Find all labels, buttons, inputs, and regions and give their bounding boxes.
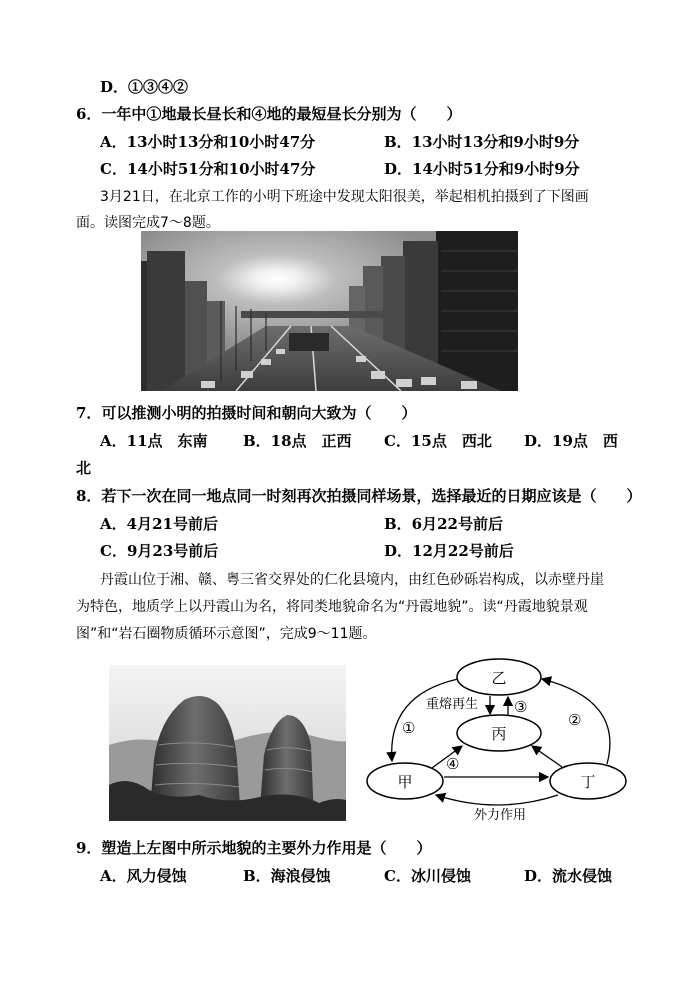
- label-n3: ③: [514, 698, 528, 716]
- q9-option-b: B．海浪侵蚀: [243, 867, 331, 885]
- q7-option-c: C．15点 西北: [384, 432, 492, 450]
- q6-option-d: D．14小时51分和9小时9分: [384, 160, 580, 178]
- q5-option-d: D．①③④②: [100, 78, 189, 96]
- label-bing: 丙: [491, 725, 507, 743]
- q6-option-a: A．13小时13分和10小时47分: [100, 133, 316, 151]
- q9-option-a: A．风力侵蚀: [100, 867, 187, 885]
- label-jia: 甲: [397, 773, 413, 791]
- q8-stem: 8．若下一次在同一地点同一时刻再次拍摄同样场景，选择最近的日期应该是（ ）: [76, 487, 642, 505]
- q7-option-a: A．11点 东南: [100, 432, 208, 450]
- label-ding: 丁: [580, 773, 596, 791]
- q9-stem: 9．塑造上左图中所示地貌的主要外力作用是（ ）: [76, 839, 432, 857]
- sunset-street-illustration: [141, 231, 518, 391]
- label-n1: ①: [402, 719, 416, 737]
- sunset-street-photo: [141, 231, 518, 391]
- passage1-line1: 3月21日，在北京工作的小明下班途中发现太阳很美，举起相机拍摄到了下图画: [100, 189, 589, 205]
- label-yi: 乙: [491, 669, 507, 687]
- label-external: 外力作用: [474, 808, 527, 823]
- arrow-ding-bing: [532, 746, 562, 767]
- q9-option-c: C．冰川侵蚀: [384, 867, 471, 885]
- q6-option-c: C．14小时51分和10小时47分: [100, 160, 316, 178]
- label-n2: ②: [568, 711, 582, 729]
- danxia-landform-photo: [109, 665, 346, 821]
- label-remelt: 重熔再生: [426, 697, 479, 712]
- rock-cycle-diagram: [362, 655, 637, 830]
- passage2-line1: 丹霞山位于湘、赣、粤三省交界处的仁化县境内，由红色砂砾岩构成，以赤壁丹崖: [100, 572, 604, 588]
- label-n4: ④: [446, 755, 460, 773]
- q9-option-d: D．流水侵蚀: [524, 867, 613, 885]
- q8-option-c: C．9月23号前后: [100, 542, 219, 560]
- arrow-ding-jia: [436, 795, 558, 805]
- q7-stem: 7．可以推测小明的拍摄时间和朝向大致为（ ）: [76, 404, 417, 422]
- passage2-line3: 图”和“岩石圈物质循环示意图”，完成9～11题。: [76, 626, 377, 642]
- q8-option-d: D．12月22号前后: [384, 542, 514, 560]
- q7-option-d: D．19点 西: [524, 432, 618, 450]
- passage1-line2: 面。读图完成7～8题。: [76, 215, 220, 231]
- q6-stem: 6．一年中①地最长昼长和④地的最短昼长分别为（ ）: [76, 105, 462, 123]
- q7-option-d-wrap: 北: [76, 459, 92, 477]
- danxia-landform-illustration: [109, 665, 346, 821]
- passage2-line2: 为特色，地质学上以丹霞山为名，将同类地貌命名为“丹霞地貌”。读“丹霞地貌景观: [76, 599, 588, 615]
- q8-option-b: B．6月22号前后: [384, 515, 503, 533]
- rock-cycle-svg: [362, 655, 637, 830]
- q8-option-a: A．4月21号前后: [100, 515, 218, 533]
- q7-option-b: B．18点 正西: [243, 432, 352, 450]
- q6-option-b: B．13小时13分和9小时9分: [384, 133, 580, 151]
